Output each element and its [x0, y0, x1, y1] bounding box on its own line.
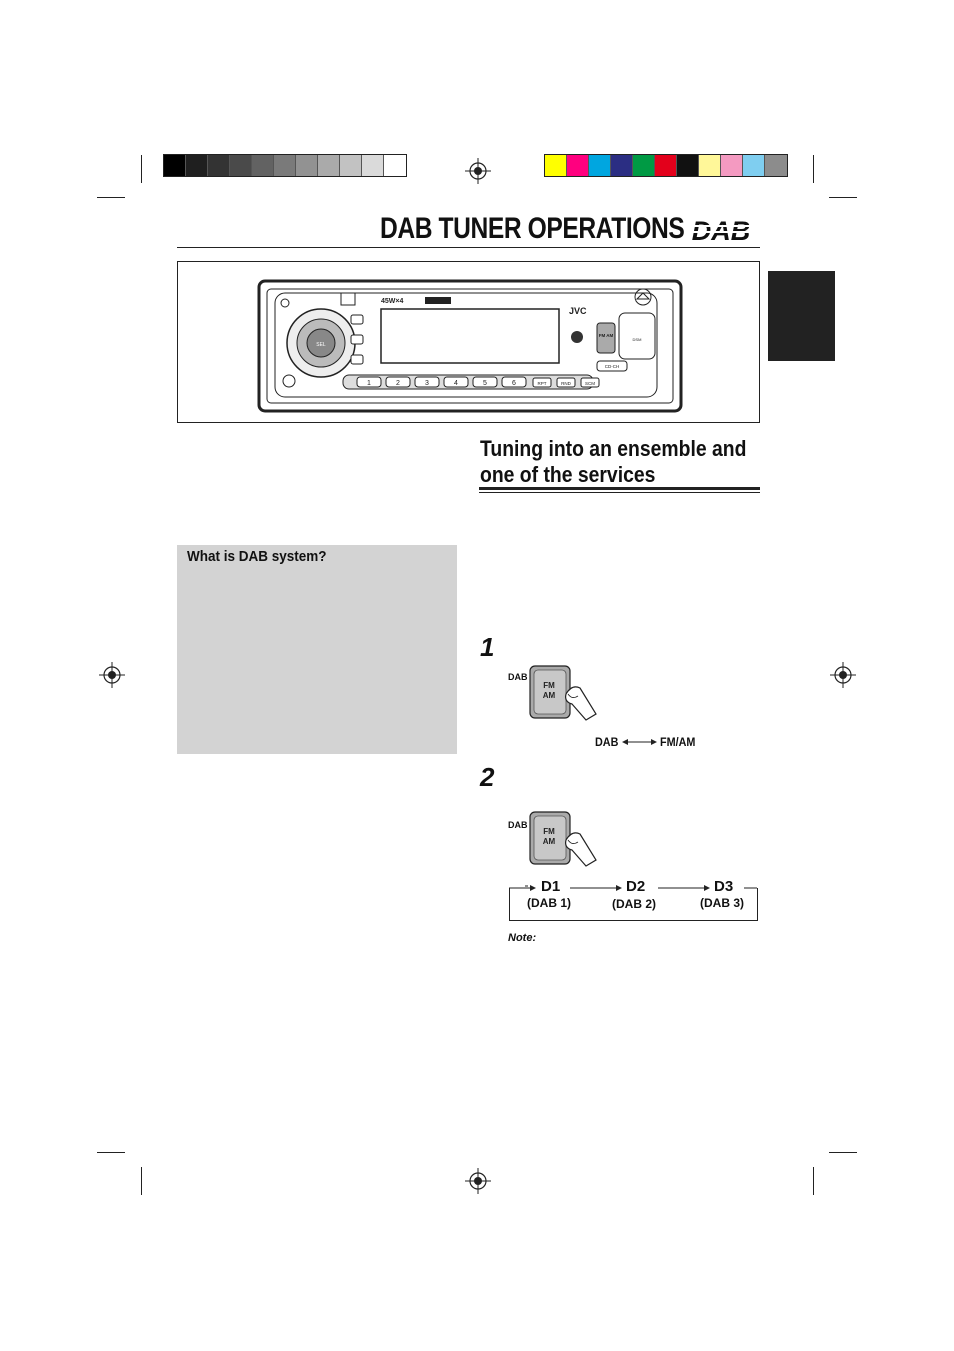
- svg-text:AM: AM: [542, 837, 556, 846]
- registration-mark-left: [99, 662, 125, 688]
- gray-swatch: [230, 155, 252, 176]
- gray-swatch: [384, 155, 406, 176]
- color-swatch: [611, 155, 633, 176]
- preset-button-label: 5: [483, 380, 487, 387]
- double-arrow-icon: [621, 737, 658, 747]
- crop-mark: [813, 155, 814, 183]
- color-swatch: [765, 155, 787, 176]
- color-swatch: [699, 155, 721, 176]
- preset-button-label: 2: [396, 380, 400, 387]
- info-box: [177, 545, 457, 754]
- page-title: DAB TUNER OPERATIONS: [380, 212, 685, 245]
- crop-mark: [97, 197, 125, 198]
- crop-mark: [813, 1167, 814, 1195]
- color-swatch: [655, 155, 677, 176]
- grayscale-bar: [163, 154, 407, 177]
- gray-swatch: [274, 155, 296, 176]
- section-title-line1: Tuning into an ensemble and: [480, 436, 747, 461]
- registration-mark-bottom: [465, 1168, 491, 1194]
- info-box-title: What is DAB system?: [187, 548, 327, 565]
- title-rule: [177, 247, 760, 248]
- band-d2-sub: (DAB 2): [612, 897, 656, 911]
- band-d2: D2: [626, 878, 646, 895]
- svg-text:SEL: SEL: [316, 342, 326, 348]
- crop-mark: [829, 1152, 857, 1153]
- registration-mark-right: [830, 662, 856, 688]
- language-tab: [768, 271, 835, 361]
- svg-text:45W×4: 45W×4: [381, 298, 404, 305]
- band-d3-sub: (DAB 3): [700, 896, 744, 910]
- toggle-dab-label: DAB: [595, 735, 619, 749]
- crop-mark: [141, 155, 142, 183]
- crop-mark: [97, 1152, 125, 1153]
- step-2-dab-label: DAB: [508, 820, 528, 830]
- function-button-label: SCM: [585, 381, 595, 386]
- color-swatch: [721, 155, 743, 176]
- gray-swatch: [318, 155, 340, 176]
- color-swatch: [677, 155, 699, 176]
- car-stereo-illustration: [257, 279, 683, 413]
- gray-swatch: [208, 155, 230, 176]
- note-label: Note:: [508, 932, 537, 944]
- color-swatch: [545, 155, 567, 176]
- registration-mark-top: [465, 158, 491, 184]
- preset-button-label: 6: [512, 380, 516, 387]
- dab-logo: [684, 216, 758, 249]
- gray-swatch: [186, 155, 208, 176]
- step-2-number: 2: [480, 762, 495, 792]
- gray-swatch: [252, 155, 274, 176]
- section-title: [480, 436, 746, 488]
- toggle-fm-am-label: FM/AM: [660, 735, 696, 749]
- gray-swatch: [340, 155, 362, 176]
- color-swatch: [743, 155, 765, 176]
- band-d1-sub: (DAB 1): [527, 896, 571, 910]
- section-rule-thin: [479, 492, 760, 493]
- gray-swatch: [362, 155, 384, 176]
- section-title-line2: one of the services: [480, 462, 656, 487]
- step-1-number: 1: [480, 632, 495, 662]
- step-1-dab-label: DAB: [508, 672, 528, 682]
- color-bar: [544, 154, 788, 177]
- crop-mark: [829, 197, 857, 198]
- crop-mark: [141, 1167, 142, 1195]
- fm-am-button-step1[interactable]: [528, 664, 598, 722]
- preset-button-label: 1: [367, 380, 371, 387]
- function-button-label: RPT: [537, 381, 547, 386]
- color-swatch: [633, 155, 655, 176]
- svg-text:FM AM: FM AM: [598, 333, 614, 338]
- function-button-label: RND: [561, 381, 571, 386]
- preset-button-label: 4: [454, 380, 458, 387]
- fm-am-button-step2[interactable]: [528, 810, 598, 868]
- svg-text:CD-CH: CD-CH: [604, 364, 620, 369]
- section-rule-thick: [479, 487, 760, 490]
- band-d1: D1: [541, 878, 561, 895]
- preset-button-label: 3: [425, 380, 429, 387]
- svg-text:FM: FM: [543, 827, 555, 836]
- device-illustration-frame: [177, 261, 760, 423]
- svg-text:DSM: DSM: [632, 337, 642, 342]
- svg-text:AM: AM: [542, 691, 556, 700]
- svg-text:FM: FM: [543, 681, 555, 690]
- color-swatch: [567, 155, 589, 176]
- band-d3: D3: [714, 878, 734, 895]
- svg-text:JVC: JVC: [569, 306, 587, 316]
- gray-swatch: [296, 155, 318, 176]
- gray-swatch: [164, 155, 186, 176]
- color-swatch: [589, 155, 611, 176]
- dab-logo-text: DAB: [691, 216, 751, 244]
